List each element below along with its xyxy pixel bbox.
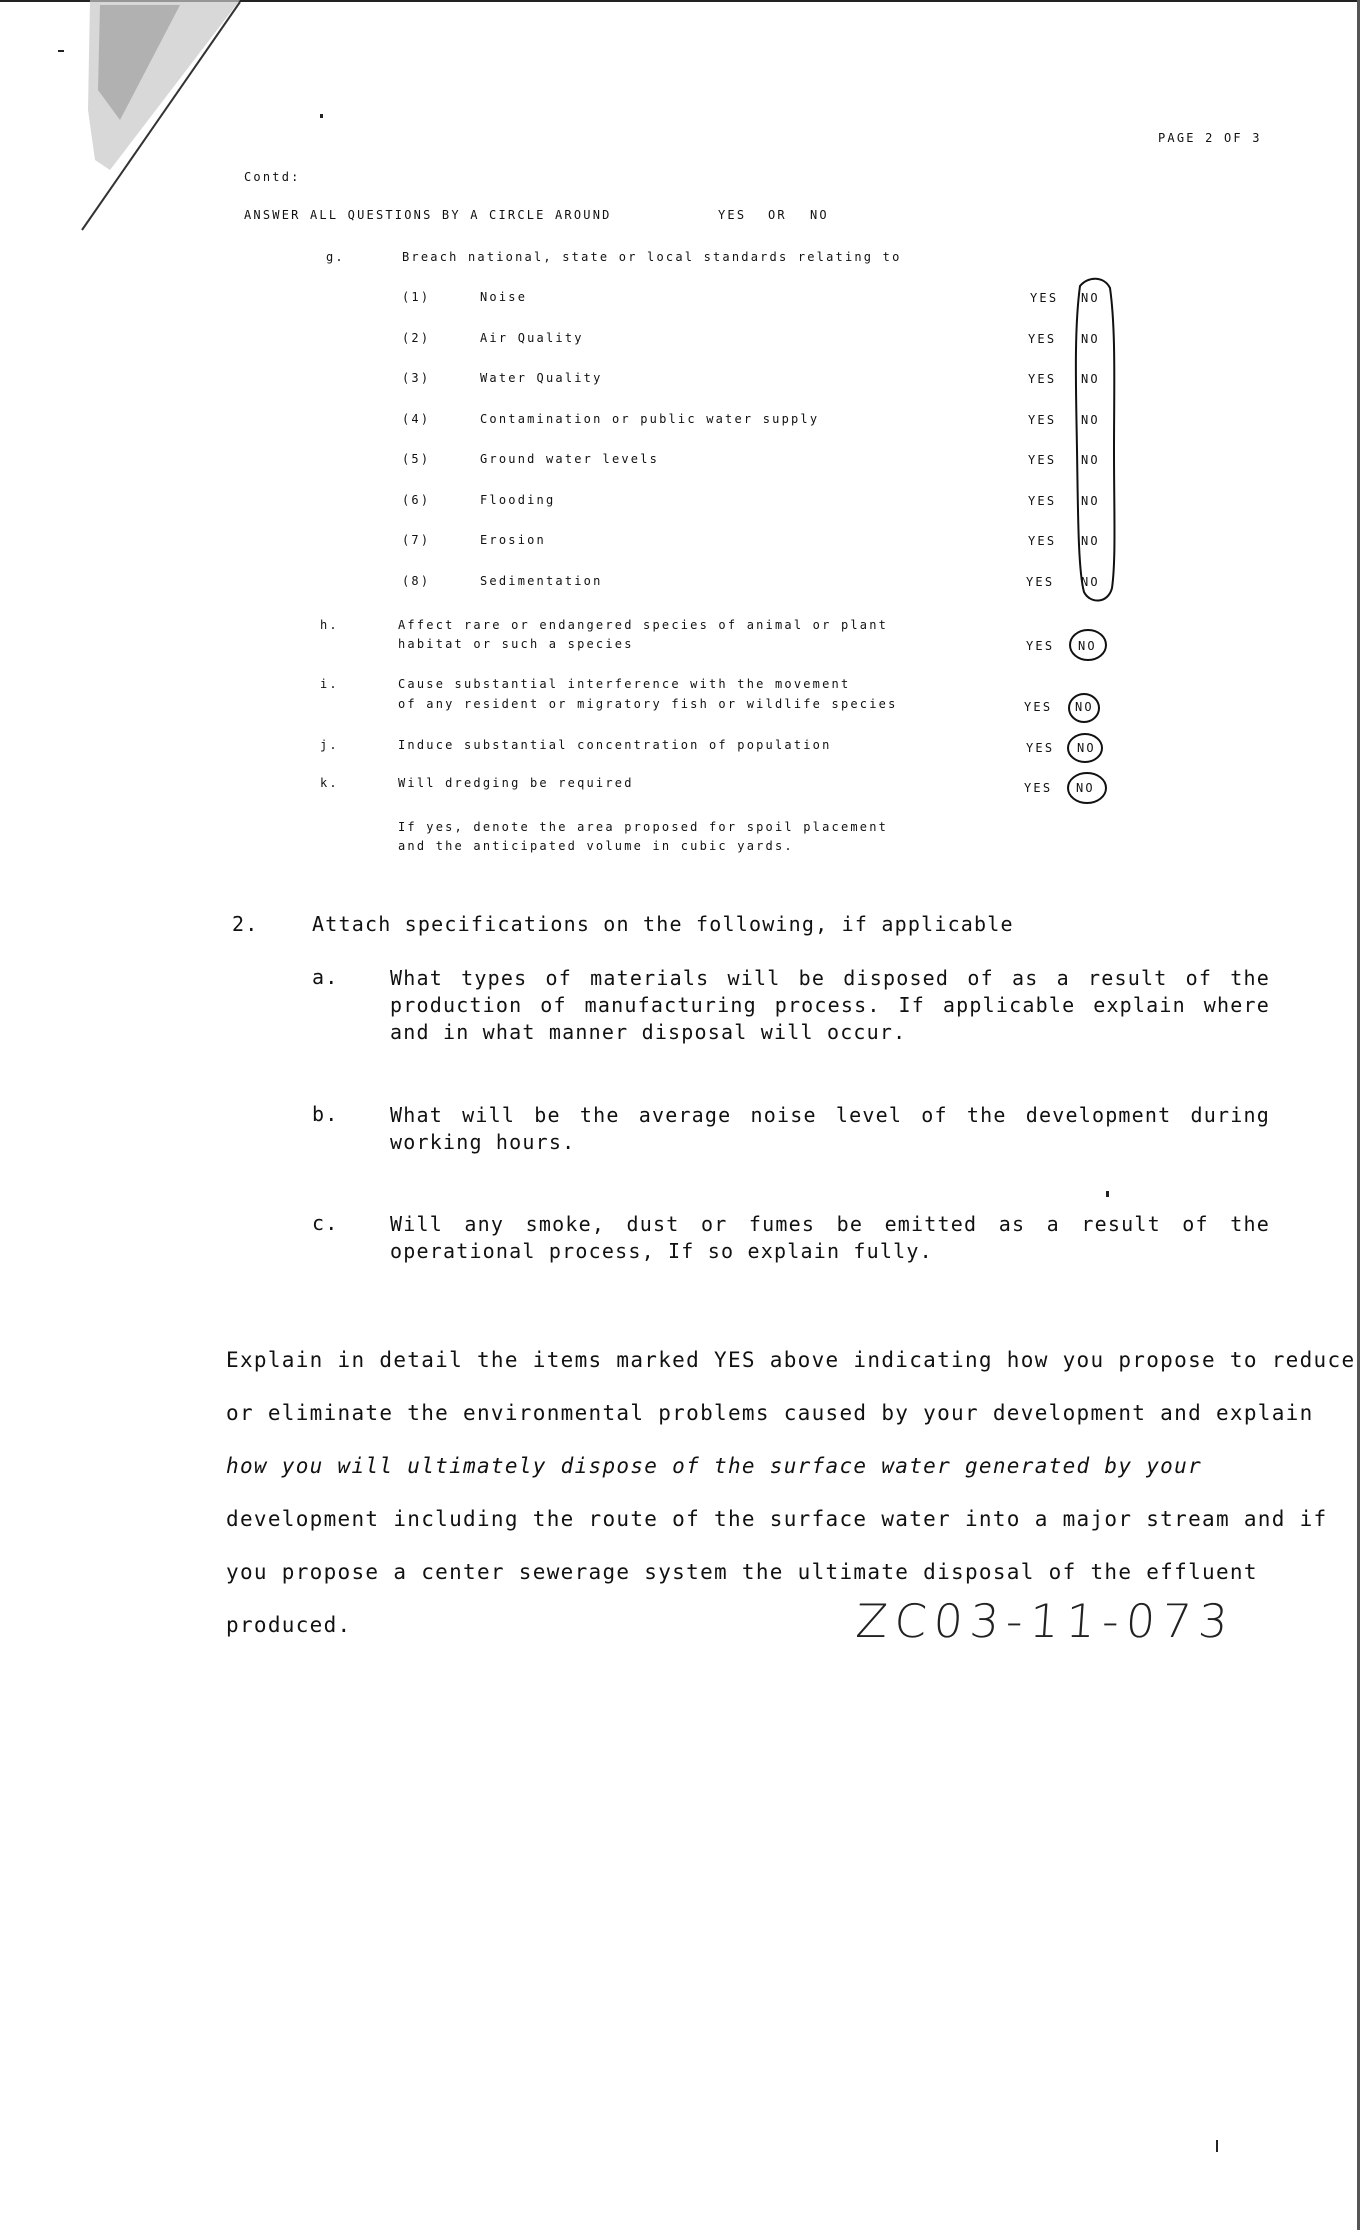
handwritten-case-number: ZC03-11-073 (854, 1594, 1237, 1648)
item-label: Erosion (480, 533, 546, 547)
instruction-text: ANSWER ALL QUESTIONS BY A CIRCLE AROUND (244, 208, 612, 222)
no-option: NO (1081, 332, 1100, 346)
section2-item-text: Will any smoke, dust or fumes be emitted as a result of the operational process, If so explain fully. (390, 1212, 1270, 1263)
question-k-no: NO (1076, 781, 1095, 795)
explain-line: development including the route of the surface water into a major stream and if (226, 1507, 1328, 1531)
question-k-yes: YES (1024, 781, 1053, 795)
question-k-letter: k. (320, 776, 339, 790)
item-label: Noise (480, 290, 528, 304)
item-number: (1) (402, 290, 431, 304)
no-option: NO (1081, 291, 1100, 305)
no-option: NO (1081, 453, 1100, 467)
yes-option: YES (1028, 413, 1057, 427)
item-label: Air Quality (480, 331, 584, 345)
question-h-line1: Affect rare or endangered species of animal or plant (398, 618, 889, 632)
handdrawn-no-circle (1066, 626, 1110, 664)
question-i-yes: YES (1024, 700, 1053, 714)
no-option: NO (1081, 494, 1100, 508)
page-label: PAGE 2 OF 3 (1158, 131, 1262, 145)
item-label: Water Quality (480, 371, 603, 385)
no-option: NO (1081, 534, 1100, 548)
question-i-line1: Cause substantial interference with the movement (398, 677, 851, 691)
yes-option: YES (1028, 494, 1057, 508)
handdrawn-no-circle (1064, 769, 1110, 807)
item-label: Ground water levels (480, 452, 660, 466)
question-h-line2: habitat or such a species (398, 637, 634, 651)
question-j-no: NO (1077, 741, 1096, 755)
no-option: NO (1081, 575, 1100, 589)
section2-item-text: What will be the average noise level of the development during working hours. (390, 1103, 1270, 1154)
yes-option: YES (1028, 332, 1057, 346)
instruction-or: OR (768, 208, 787, 222)
handdrawn-no-circle (1064, 690, 1104, 726)
section2-number: 2. (232, 912, 259, 936)
question-h-no: NO (1078, 639, 1097, 653)
item-number: (7) (402, 533, 431, 547)
explain-line: how you will ultimately dispose of the surface water generated by your (226, 1454, 1203, 1478)
explain-line: produced. (226, 1613, 352, 1637)
contd-label: Contd: (244, 170, 301, 184)
section2-item-letter: c. (312, 1211, 339, 1235)
item-number: (6) (402, 493, 431, 507)
scan-speck (58, 50, 64, 52)
item-label: Sedimentation (480, 574, 603, 588)
question-g-text: Breach national, state or local standards relating to (402, 250, 902, 264)
yes-option: YES (1026, 575, 1055, 589)
explain-line: Explain in detail the items marked YES above indicating how you propose to reduce (226, 1348, 1356, 1372)
scan-speck (320, 114, 323, 118)
section2-item-letter: a. (312, 965, 339, 989)
explain-line: or eliminate the environmental problems caused by your development and explain (226, 1401, 1314, 1425)
question-i-letter: i. (320, 677, 339, 691)
section2-heading: Attach specifications on the following, if applicable (312, 912, 1014, 936)
question-h-yes: YES (1026, 639, 1055, 653)
section2-item-letter: b. (312, 1102, 339, 1126)
question-g-letter: g. (326, 250, 345, 264)
handdrawn-no-circle (1064, 730, 1106, 766)
item-label: Contamination or public water supply (480, 412, 820, 426)
item-number: (4) (402, 412, 431, 426)
item-label: Flooding (480, 493, 556, 507)
question-j-yes: YES (1026, 741, 1055, 755)
question-i-line2: of any resident or migratory fish or wildlife species (398, 697, 898, 711)
question-j-text: Induce substantial concentration of population (398, 738, 832, 752)
no-option: NO (1081, 372, 1100, 386)
item-number: (2) (402, 331, 431, 345)
scan-speck (1106, 1191, 1109, 1197)
section2-item-text: What types of materials will be disposed of as a result of the production of manufacturing process. If applicable explain where and in what manner disposal will occur. (390, 966, 1270, 1044)
scan-corner-speckle (60, 0, 250, 240)
item-number: (3) (402, 371, 431, 385)
spoil-note-line2: and the anticipated volume in cubic yards. (398, 839, 794, 853)
no-option: NO (1081, 413, 1100, 427)
question-j-letter: j. (320, 738, 339, 752)
question-k-text: Will dredging be required (398, 776, 634, 790)
yes-option: YES (1030, 291, 1059, 305)
explain-line: you propose a center sewerage system the ultimate disposal of the effluent (226, 1560, 1258, 1584)
question-i-no: NO (1075, 700, 1094, 714)
spoil-note-line1: If yes, denote the area proposed for spoil placement (398, 820, 889, 834)
yes-option: YES (1028, 453, 1057, 467)
handdrawn-no-loop (1060, 270, 1120, 610)
yes-option: YES (1028, 372, 1057, 386)
yes-option: YES (1028, 534, 1057, 548)
scan-speck (1216, 2140, 1218, 2152)
instruction-yes: YES (718, 208, 747, 222)
instruction-no: NO (810, 208, 829, 222)
item-number: (8) (402, 574, 431, 588)
item-number: (5) (402, 452, 431, 466)
question-h-letter: h. (320, 618, 339, 632)
